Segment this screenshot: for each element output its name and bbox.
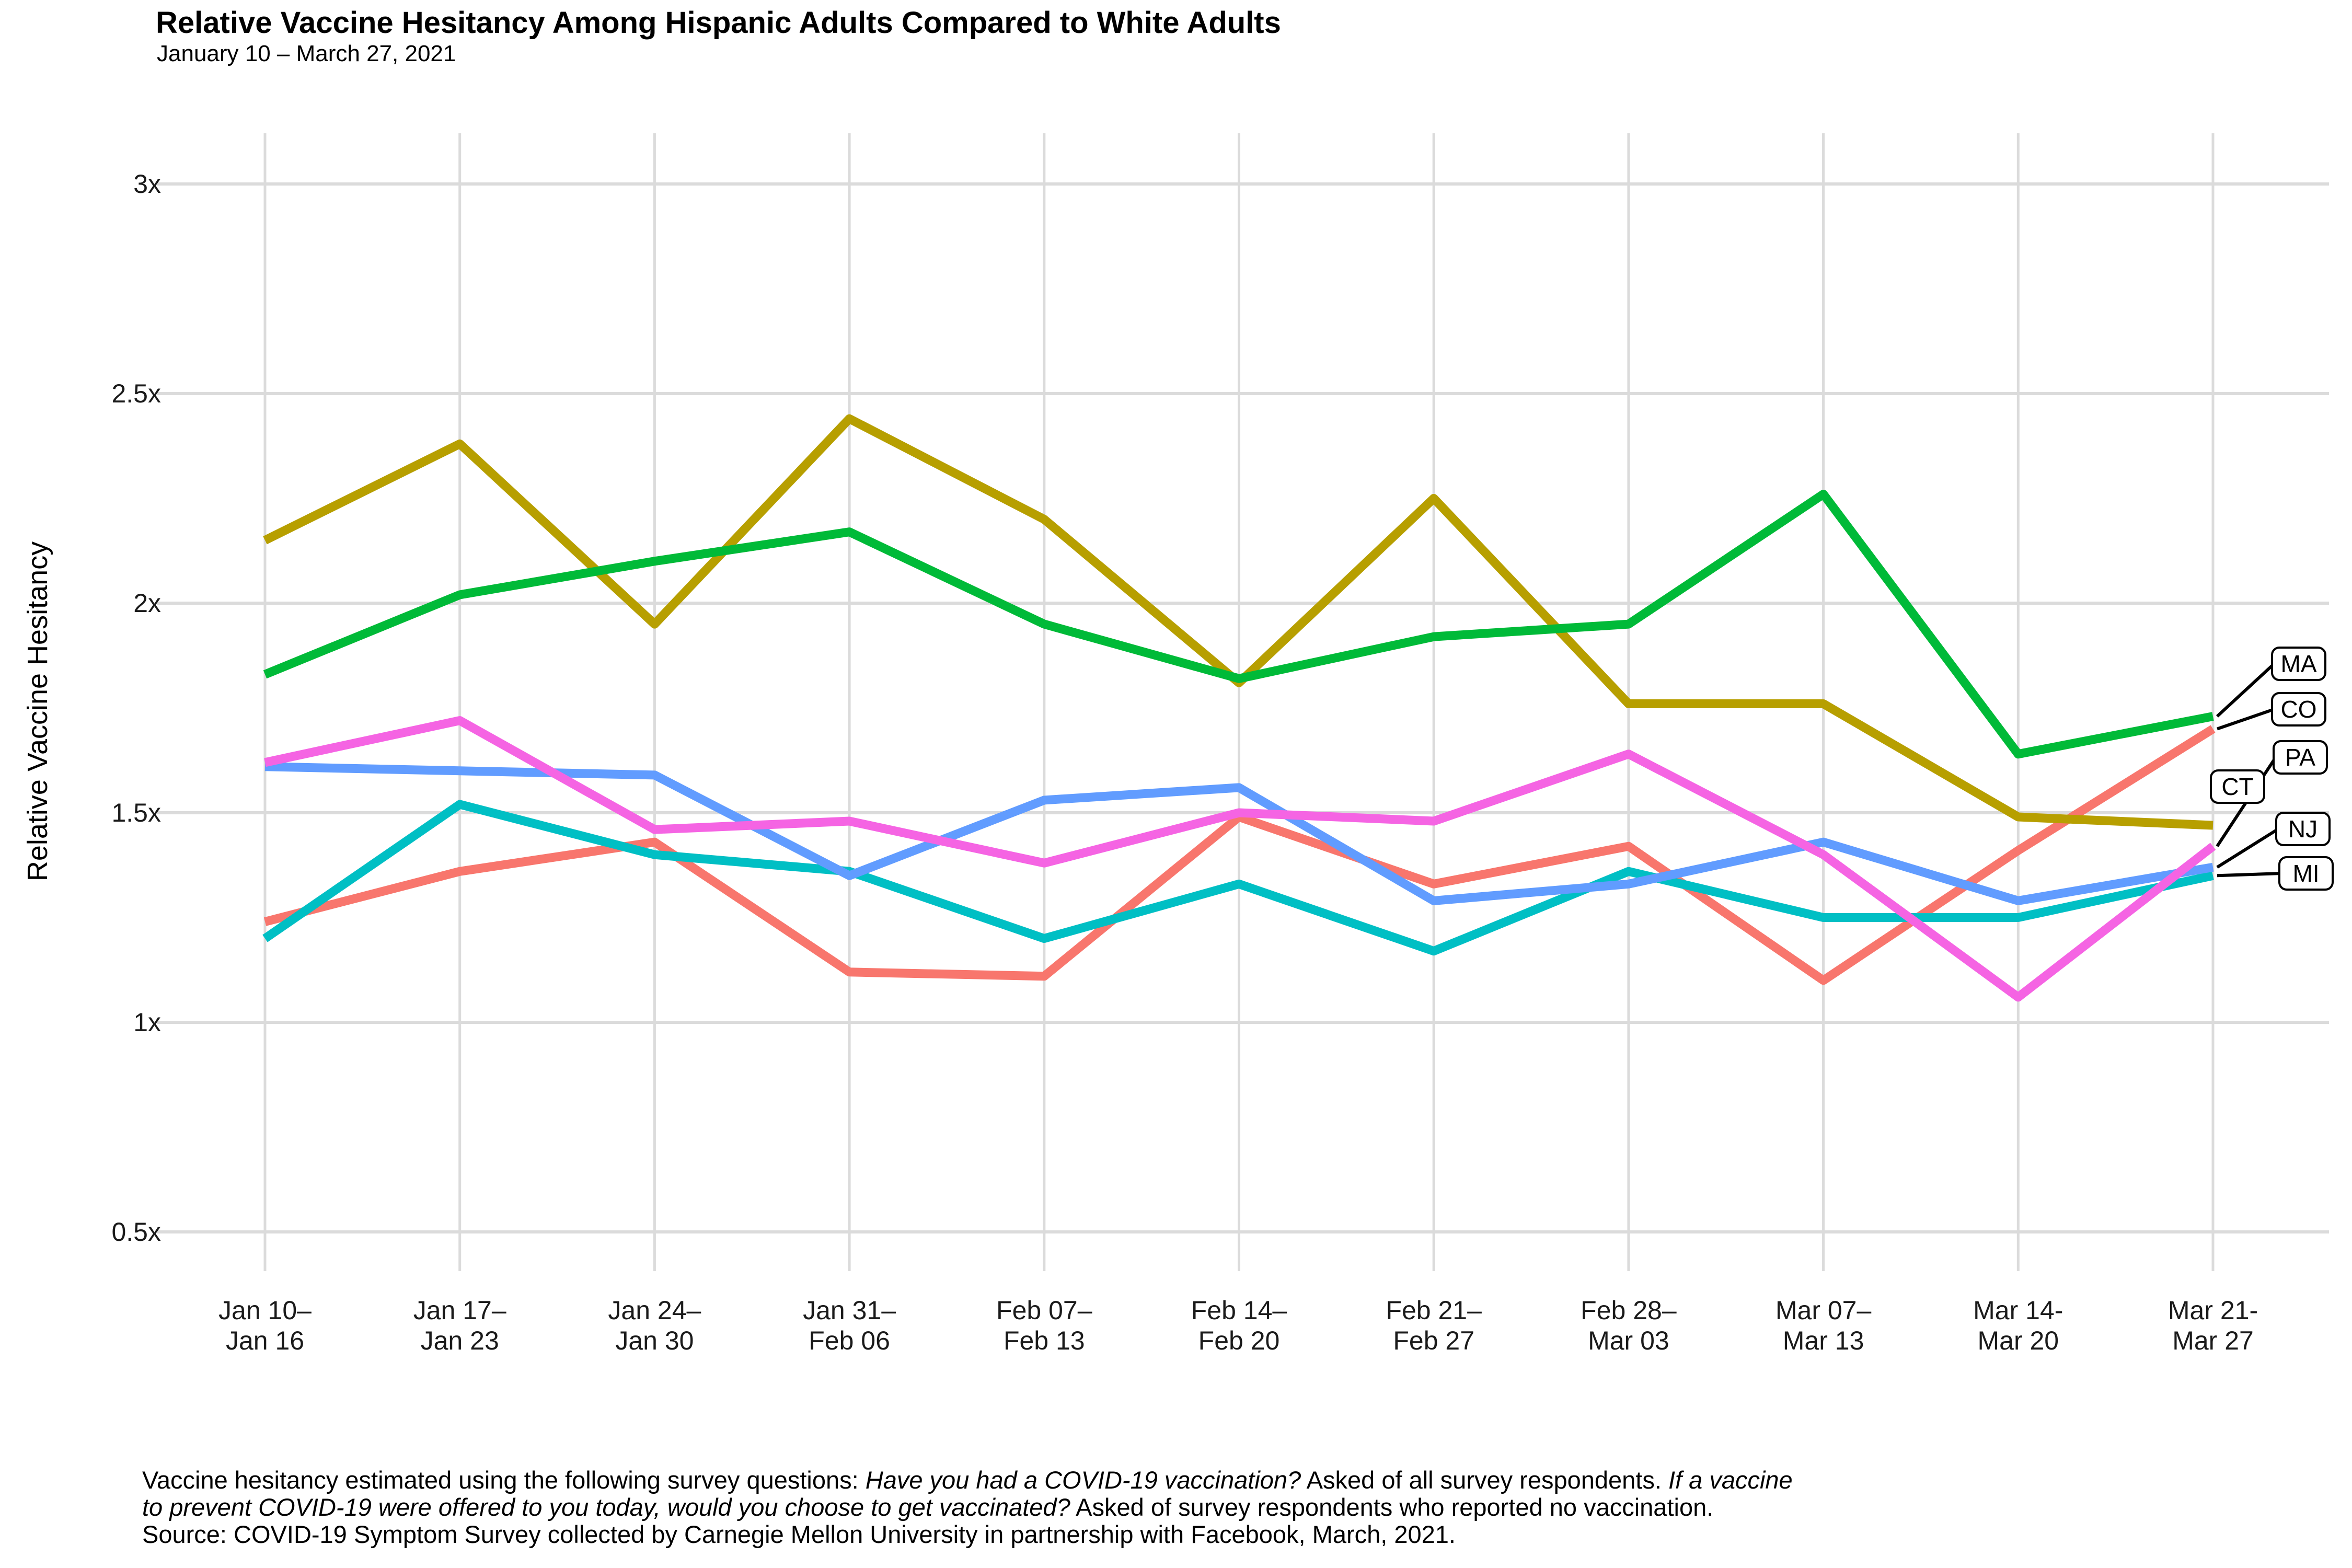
x-tick-label-line1: Jan 31– [803,1296,896,1325]
x-tick-label-line1: Jan 10– [218,1296,312,1325]
footnote-text-segment: Source: COVID-19 Symptom Survey collected by Carnegie Mellon University in partnership with Facebook, March, 2021. [142,1520,1456,1548]
x-tick-label-line2: Jan 23 [420,1326,499,1355]
footnote-line-2 [142,1494,1793,1521]
x-tick-label-line2: Feb 06 [809,1326,890,1355]
state-label-text-MI: MI [2292,860,2320,887]
x-tick-label-line2: Feb 20 [1198,1326,1280,1355]
x-tick-label-line2: Jan 30 [615,1326,694,1355]
state-label-text-NJ: NJ [2288,815,2318,843]
footnote-italic-segment: to prevent COVID-19 were offered to you today, would you choose to get vaccinated? [142,1493,1070,1521]
state-label-text-CT: CT [2221,773,2254,800]
x-tick-label-line2: Jan 16 [225,1326,305,1355]
x-tick-label-line2: Mar 27 [2172,1326,2254,1355]
x-tick-label-line2: Feb 27 [1393,1326,1475,1355]
footnote-text-segment: Asked of survey respondents who reported no vaccination. [1070,1493,1714,1521]
footnote-line-1 [142,1467,1793,1494]
y-tick-label: 0.5x [111,1217,161,1247]
footnote-line-3 [142,1521,1793,1548]
x-tick-label-line1: Mar 14- [1973,1296,2063,1325]
x-tick-label-line1: Feb 14– [1191,1296,1287,1325]
label-leader-line-CO [2217,709,2274,729]
x-tick-label-line1: Feb 07– [996,1296,1092,1325]
y-axis-title: Relative Vaccine Hesitancy [22,541,53,882]
footnote-text-segment: Asked of all survey respondents. [1301,1466,1668,1494]
footnote-italic-segment: Have you had a COVID-19 vaccination? [865,1466,1301,1494]
state-label-text-CO: CO [2280,696,2317,723]
x-tick-label-line1: Feb 28– [1581,1296,1677,1325]
y-tick-label: 2.5x [111,379,161,408]
x-tick-label-line1: Mar 07– [1775,1296,1872,1325]
state-label-text-PA: PA [2285,744,2315,771]
y-tick-label: 2x [133,589,161,618]
chart-subtitle: January 10 – March 27, 2021 [157,41,456,66]
chart-title: Relative Vaccine Hesitancy Among Hispanic Adults Compared to White Adults [156,6,1281,40]
state-label-text-MA: MA [2280,650,2317,677]
y-tick-label: 3x [133,169,161,199]
label-leader-line-MA [2217,664,2274,717]
footnote [142,1467,1793,1548]
x-tick-label-line2: Mar 20 [1977,1326,2059,1355]
y-tick-label: 1x [133,1008,161,1037]
x-tick-label-line1: Jan 17– [413,1296,506,1325]
footnote-italic-segment: If a vaccine [1668,1466,1793,1494]
label-leader-line-MI [2217,873,2281,875]
y-tick-label: 1.5x [111,798,161,827]
x-tick-label-line2: Mar 03 [1588,1326,1669,1355]
x-tick-label-line1: Feb 21– [1386,1296,1482,1325]
footnote-text-segment: Vaccine hesitancy estimated using the following survey questions: [142,1466,866,1494]
x-tick-label-line2: Mar 13 [1782,1326,1864,1355]
x-tick-label-line1: Mar 21- [2167,1296,2258,1325]
x-tick-label-line1: Jan 24– [608,1296,701,1325]
x-tick-label-line2: Feb 13 [1003,1326,1085,1355]
